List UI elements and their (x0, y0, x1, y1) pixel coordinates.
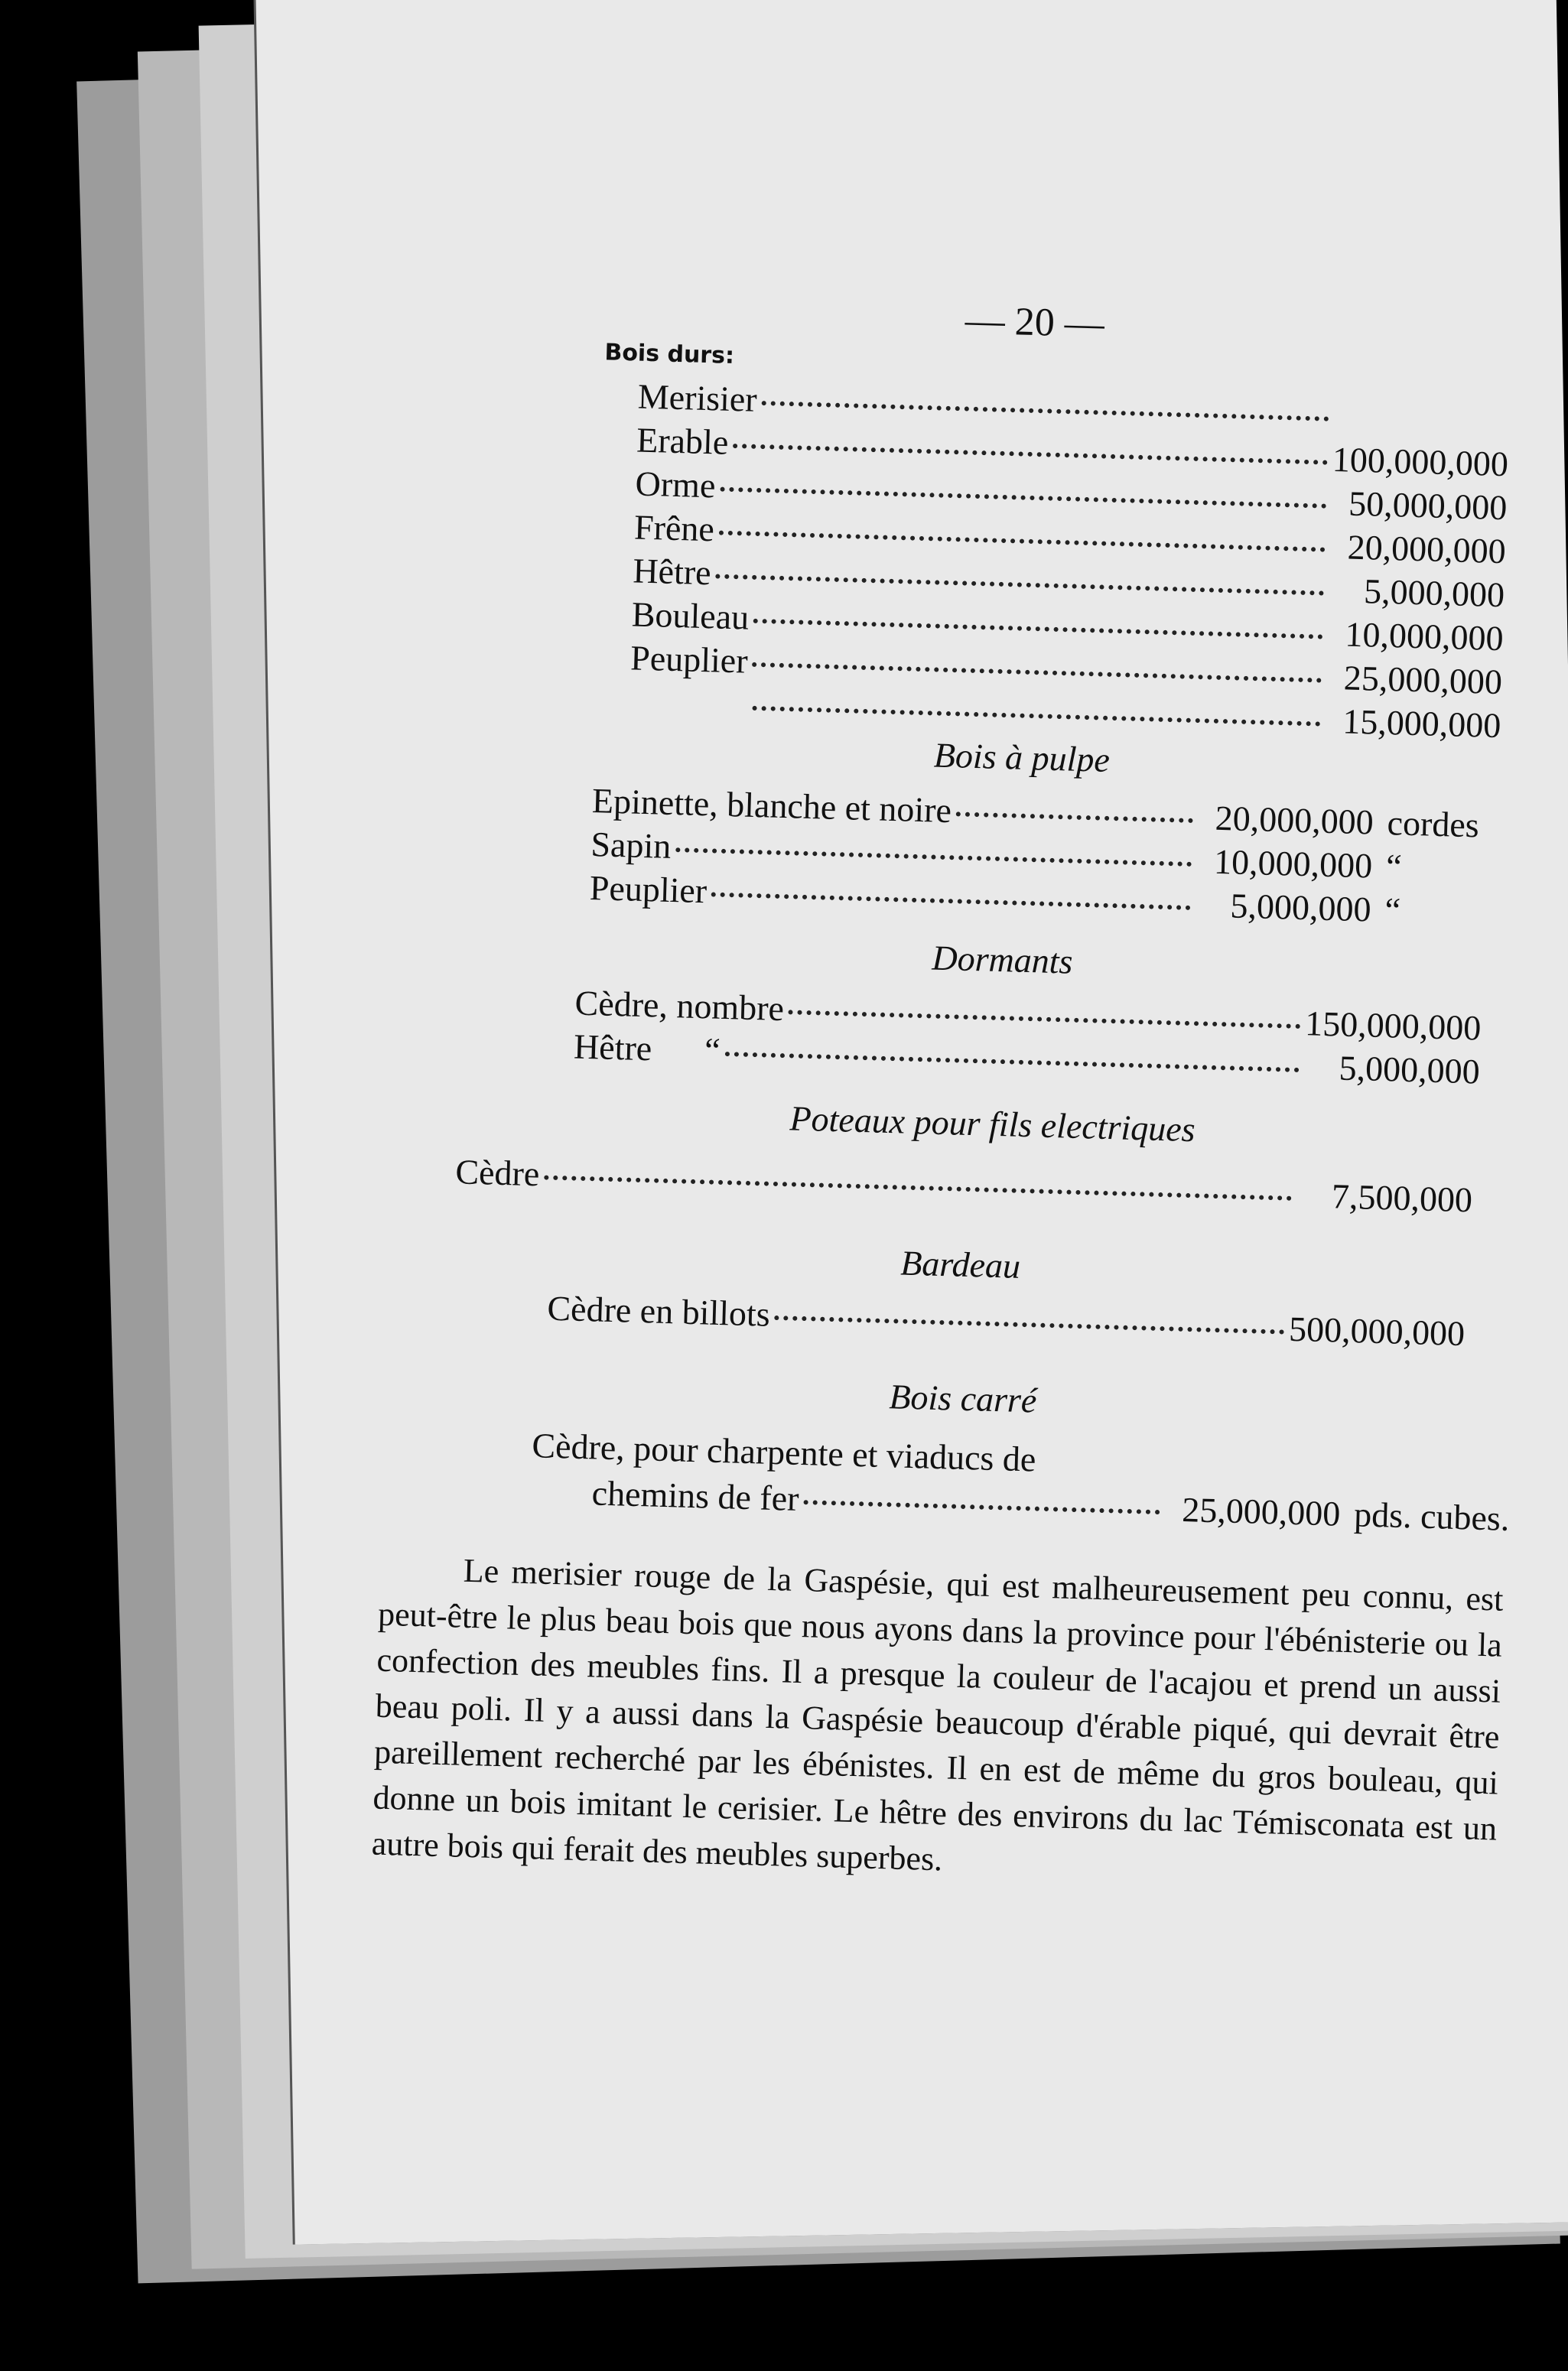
dot-leader (803, 1500, 1160, 1514)
section-heading-bardeau: Bardeau (899, 1243, 1021, 1286)
quantity-value: 50,000,000 (1348, 483, 1508, 528)
unit-label: “ (1385, 847, 1403, 886)
species-name: Sapin (590, 824, 672, 866)
species-name: Epinette, blanche et noire (591, 781, 952, 831)
dot-leader (715, 574, 1324, 595)
dot-leader (675, 847, 1192, 867)
unit-label: cordes (1387, 803, 1480, 845)
table-row (455, 1150, 1473, 1222)
species-name: Bouleau (631, 594, 750, 637)
dot-leader (724, 1052, 1299, 1072)
species-name: Cèdre (454, 1152, 541, 1194)
quantity-value: 20,000,000 (1347, 527, 1507, 571)
dot-leader (544, 1175, 1292, 1200)
dot-leader (761, 401, 1329, 421)
species-name: Cèdre en billots (546, 1288, 771, 1334)
quantity-value: 7,500,000 (1331, 1176, 1473, 1220)
quantity-value: 25,000,000 (1181, 1489, 1342, 1534)
dot-leader (789, 1010, 1301, 1029)
species-name: Peuplier (589, 868, 708, 911)
quantity-value: 10,000,000 (1213, 841, 1373, 886)
quantity-value: 25,000,000 (1343, 658, 1503, 702)
species-name: Frêne (633, 507, 715, 549)
table-row (547, 1286, 1466, 1356)
species-name: Erable (636, 420, 730, 462)
species-name: Merisier (637, 376, 758, 419)
dot-leader (775, 1316, 1285, 1335)
dot-leader (752, 662, 1322, 683)
quantity-value: 5,000,000 (1229, 886, 1372, 929)
dot-leader (752, 706, 1320, 727)
dot-leader (733, 444, 1328, 465)
dot-leader (720, 487, 1326, 509)
dot-leader (956, 811, 1193, 823)
section-title: Bois durs: (603, 339, 735, 370)
quantity-value: 20,000,000 (1215, 798, 1374, 842)
quantity-value: 5,000,000 (1363, 571, 1505, 615)
species-name: Peuplier (629, 638, 749, 681)
page-number: — 20 — (965, 298, 1105, 346)
species-name: Hêtre “ (573, 1026, 721, 1070)
species-name: Hêtre (632, 551, 712, 593)
dot-leader (719, 531, 1326, 552)
species-name: chemins de fer (591, 1473, 800, 1518)
body-paragraph: Le merisier rouge de la Gaspésie, qui est malheureusement peu connu, est peut-être le plus beau bois que nous ayons dans la province pour l'ébénisterie ou la confection des meubles fins. Il a presque la couleur de l'acajou et prend un aussi beau poli. Il y a aussi dans la Gaspésie beaucoup d'érable piqué, qui devrait être pareillement recherché par les ébénistes. Il en est de même du gros bouleau, qui donne un bois imitant le cerisier. Le hêtre des environs du lac Témisconata est un autre bois qui ferait des meubles superbes. (371, 1551, 1505, 1878)
unit-label: pds. cubes. (1353, 1494, 1511, 1538)
quantity-value: 10,000,000 (1344, 614, 1505, 659)
section-heading-bois-carre: Bois carré (888, 1377, 1038, 1420)
section-heading-dormants: Dormants (931, 938, 1074, 981)
quantity-value: 100,000,000 (1332, 439, 1509, 484)
section-heading-pulp: Bois à pulpe (933, 735, 1111, 779)
quantity-value: 15,000,000 (1342, 701, 1502, 746)
species-name: Cèdre, nombre (574, 983, 785, 1029)
dot-leader (753, 619, 1323, 639)
unit-label: “ (1384, 890, 1401, 930)
quantity-value: 150,000,000 (1304, 1003, 1482, 1048)
dot-leader (711, 892, 1191, 909)
quantity-value (1333, 428, 1509, 432)
species-name: Orme (635, 463, 717, 506)
quantity-value: 500,000,000 (1288, 1309, 1466, 1354)
quantity-value: 5,000,000 (1339, 1048, 1481, 1091)
species-name: Cèdre, pour charpente et viaducs de (531, 1426, 1037, 1479)
section-heading-poteaux: Poteaux pour fils electriques (789, 1098, 1196, 1150)
